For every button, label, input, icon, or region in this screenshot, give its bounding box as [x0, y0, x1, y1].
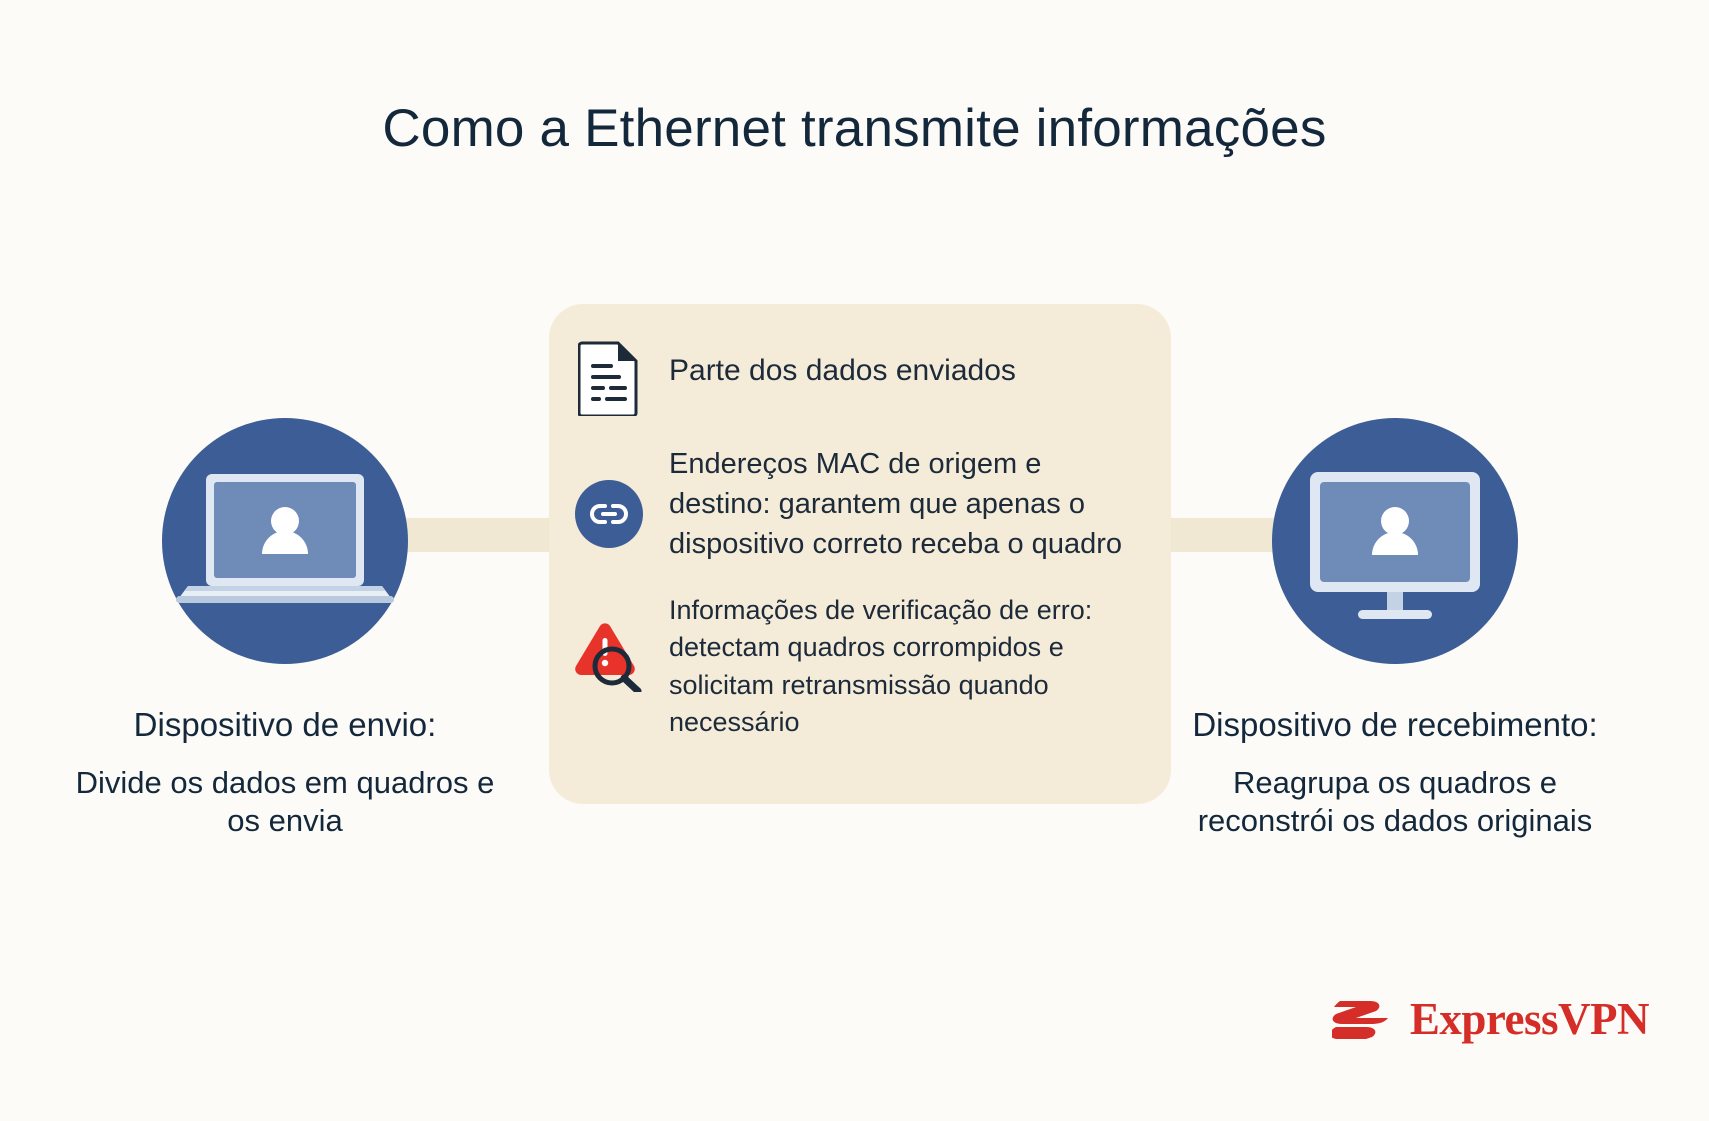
expressvpn-logo-text: ExpressVPN: [1409, 994, 1649, 1044]
sending-device-circle: [162, 418, 408, 664]
receiving-device-description: Reagrupa os quadros e reconstrói os dados originais: [1197, 765, 1593, 839]
frame-item-error-check-text: Informações de verificação de erro: detectam quadros corrompidos e solicitam retransmissão quando necessário: [669, 595, 1093, 737]
sending-device-heading: Dispositivo de envio:: [133, 706, 437, 743]
frame-item-data: [549, 336, 1135, 416]
frame-item-mac-text: Endereços MAC de origem e destino: garantem que apenas o dispositivo correto receba o quadro: [669, 448, 1122, 561]
error-warning-magnifier-icon: [549, 592, 669, 692]
laptop-user-icon: [162, 418, 408, 664]
page-title: Como a Ethernet transmite informações: [382, 99, 1327, 158]
receiving-device-heading: Dispositivo de recebimento:: [1192, 706, 1598, 743]
sending-device-group: [75, 418, 495, 840]
expressvpn-logo-icon: [1332, 993, 1398, 1045]
receiving-device-group: [1185, 418, 1605, 840]
sending-device-description: Divide os dados em quadros e os envia: [75, 765, 495, 839]
ethernet-frame-card: [549, 304, 1171, 804]
document-icon: [549, 336, 669, 416]
receiving-device-circle: [1272, 418, 1518, 664]
frame-item-data-text: Parte dos dados enviados: [669, 354, 1016, 387]
frame-item-mac: [549, 444, 1135, 564]
frame-item-error-check: [549, 592, 1135, 741]
expressvpn-logo: [1332, 993, 1649, 1045]
link-chain-icon: [549, 444, 669, 548]
monitor-user-icon: [1272, 418, 1518, 664]
